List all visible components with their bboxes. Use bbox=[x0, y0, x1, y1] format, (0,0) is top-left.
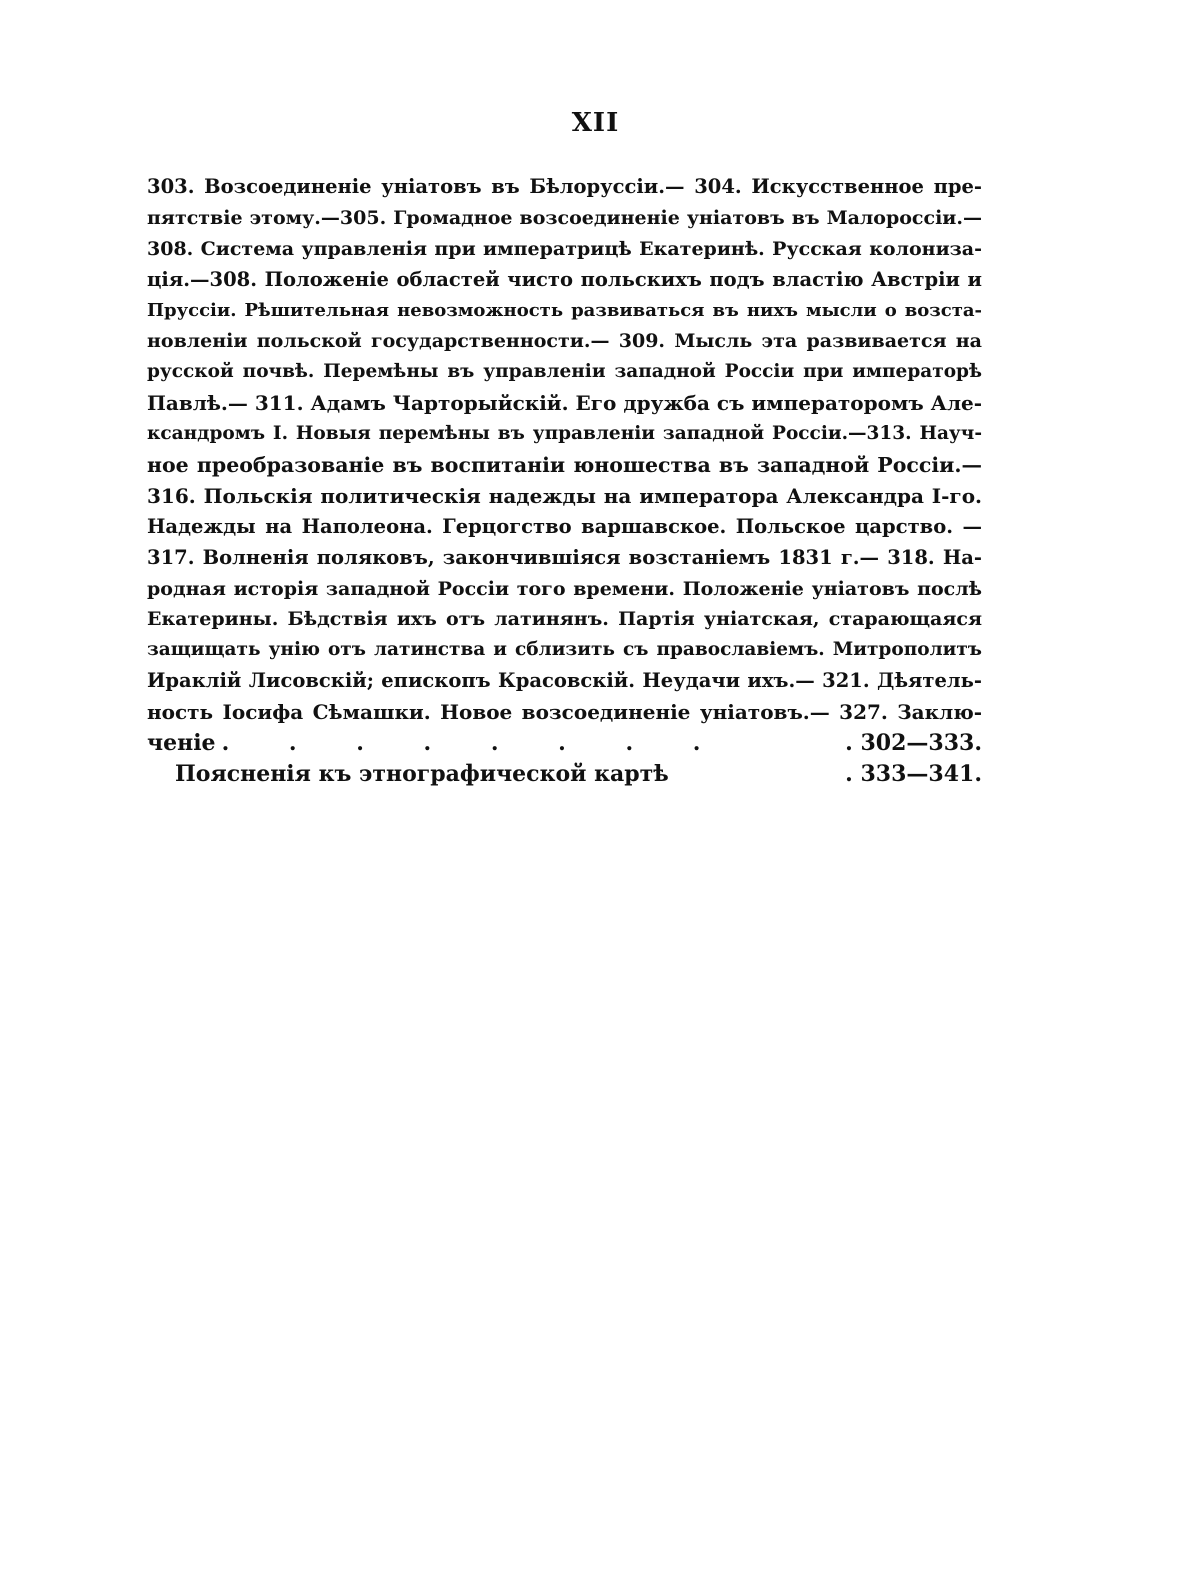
toc-line: пятствіе этому.—305. Громадное возсоединеніе уніатовъ въ Малороссіи.— bbox=[147, 206, 982, 229]
toc-entry-text bbox=[147, 172, 982, 728]
toc-line: ція.—308. Положеніе областей чисто польскихъ подъ властію Австріи и bbox=[147, 267, 982, 291]
toc-line: родная исторія западной Россіи того времени. Положеніе уніатовъ послѣ bbox=[147, 577, 982, 600]
toc-line: ное преобразованіе въ воспитаніи юношества въ западной Россіи.— bbox=[147, 453, 982, 478]
toc-line: защищать унію отъ латинства и сблизить съ православіемъ. Митрополитъ bbox=[147, 639, 982, 661]
toc-entry-end-label: ченіе bbox=[147, 730, 216, 757]
toc-line: 303. Возсоединеніе уніатовъ въ Бѣлоруссіи.— 304. Искусственное пре- bbox=[147, 175, 982, 198]
toc-line: Екатерины. Бѣдствія ихъ отъ латинянъ. Партія уніатская, старающаяся bbox=[147, 608, 982, 631]
toc-line: 316. Польскія политическія надежды на императора Александра I-го. bbox=[147, 483, 982, 508]
page-number: XII bbox=[571, 108, 620, 138]
toc-appendix-label: Поясненія къ этнографической картѣ bbox=[175, 760, 669, 787]
toc-line: новленіи польской государственности.— 309. Мысль эта развивается на bbox=[147, 330, 982, 353]
toc-line: ность Іосифа Сѣмашки. Новое возсоединеніе уніатовъ.— 327. Заклю- bbox=[147, 700, 982, 725]
toc-entry-page-range: . 302—333. bbox=[845, 730, 982, 757]
table-of-contents bbox=[147, 172, 982, 790]
toc-line: ксандромъ I. Новыя перемѣны въ управленіи западной Россіи.—313. Науч- bbox=[147, 423, 982, 445]
toc-appendix-line bbox=[147, 759, 982, 790]
toc-line: 308. Система управленія при императрицѣ Екатеринѣ. Русская колониза- bbox=[147, 237, 982, 260]
toc-line: Ираклій Лисовскій; епископъ Красовскій. Неудачи ихъ.— 321. Дѣятель- bbox=[147, 669, 982, 693]
toc-line: 317. Волненія поляковъ, закончившіяся возстаніемъ 1831 г.— 318. На- bbox=[147, 545, 982, 569]
toc-appendix-page-range: . 333—341. bbox=[845, 760, 982, 787]
toc-line: русской почвѣ. Перемѣны въ управленіи западной Россіи при императорѣ bbox=[147, 361, 982, 383]
dot-leader: . . . . . . . . bbox=[221, 730, 727, 757]
toc-line: Пруссіи. Рѣшительная невозможность развиваться въ нихъ мысли о возста- bbox=[147, 299, 982, 321]
toc-line: Павлѣ.— 311. Адамъ Чарторыйскій. Его дружба съ императоромъ Але- bbox=[147, 391, 983, 416]
toc-entry-end-line bbox=[147, 728, 982, 759]
toc-line: Надежды на Наполеона. Герцогство варшавское. Польское царство. — bbox=[147, 514, 982, 538]
